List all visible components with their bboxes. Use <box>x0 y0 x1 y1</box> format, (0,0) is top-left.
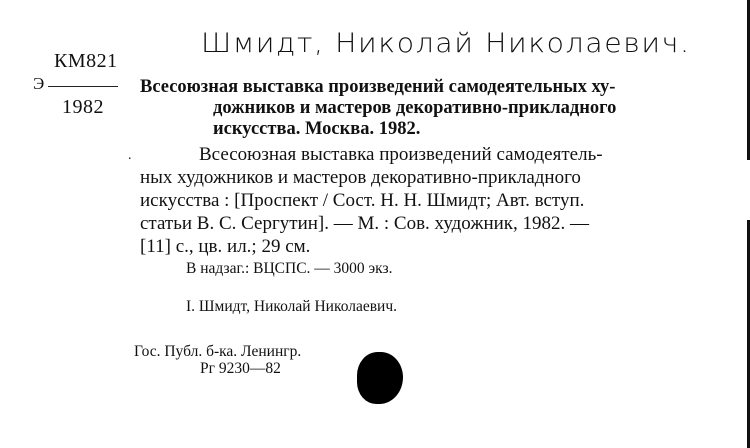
card-number: Рг 9230—82 <box>200 360 281 377</box>
heading-line: дожников и мастеров декоративно-прикладного <box>213 98 617 118</box>
library-stamp: Гос. Публ. б-ка. Ленингр. <box>134 343 302 360</box>
heading-line: искусства. Москва. 1982. <box>213 119 421 139</box>
body-line: Всесоюзная выставка произведений самодеятель- <box>199 144 603 165</box>
bullet-dot: . <box>128 148 132 163</box>
body-line: статьи В. С. Сергутин]. — М. : Сов. художник, 1982. — <box>140 213 590 234</box>
body-line: [11] с., цв. ил.; 29 см. <box>140 236 311 257</box>
punch-hole <box>357 352 403 404</box>
handwritten-author: Шмидт, Николай Николаевич. <box>201 28 691 59</box>
class-letter: Э <box>33 74 45 93</box>
shelfmark: КМ821 <box>54 50 118 72</box>
tracing: I. Шмидт, Николай Николаевич. <box>186 298 398 315</box>
body-line: искусства : [Проспект / Сост. Н. Н. Шмидт; Авт. вступ. <box>140 190 585 211</box>
year: 1982 <box>62 96 104 118</box>
heading-line: Всесоюзная выставка произведений самодеятельных ху- <box>140 77 616 97</box>
body-line: ных художников и мастеров декоративно-прикладного <box>140 167 581 188</box>
edition-note: В надзаг.: ВЦСПС. — 3000 экз. <box>186 260 393 277</box>
class-divider <box>48 86 118 87</box>
